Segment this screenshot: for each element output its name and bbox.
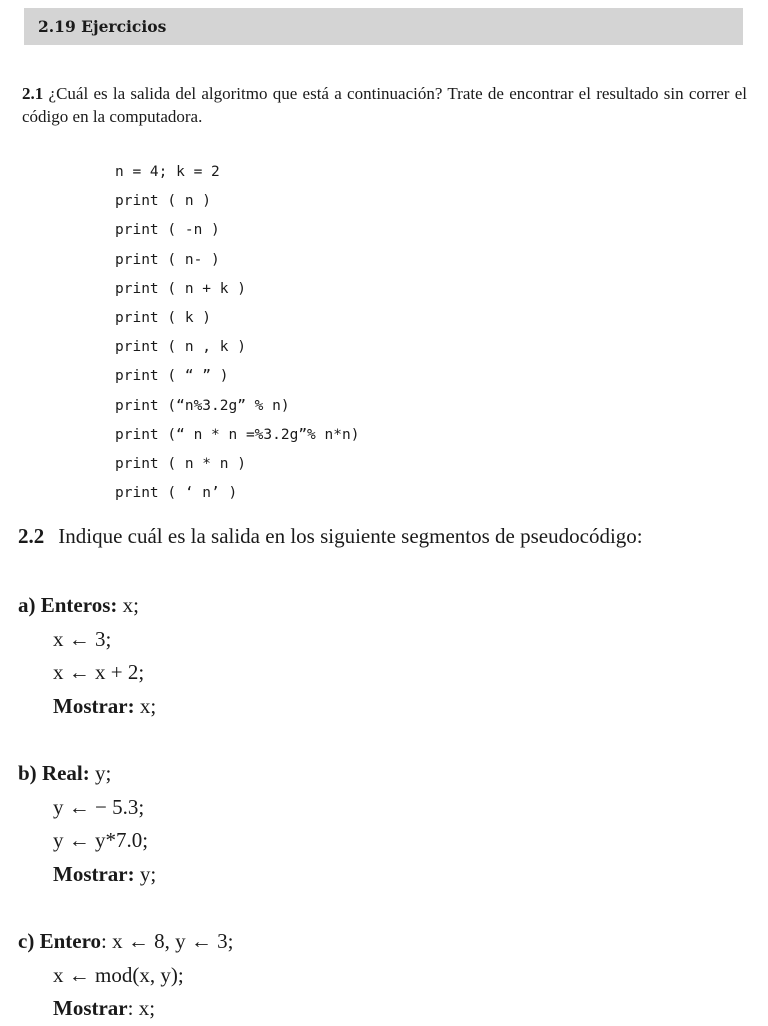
exercise-label: a) [18,593,36,617]
statement: x ← mod(x, y); [53,962,184,987]
statement: x ← 3; [53,626,112,651]
declaration-keyword: Enteros: [40,593,118,617]
code-line: print ( n ) [115,193,212,210]
question-text: Indique cuál es la salida en los siguiente segmentos de pseudocódigo: [58,524,643,548]
code-line: print ( k ) [115,309,212,326]
declaration-keyword: Real: [41,761,90,785]
question-2-2 [18,524,643,549]
exercise-label: b) [18,761,37,785]
exercise-c [18,925,233,1026]
declaration-vars: y; [89,761,112,785]
declaration-vars: : x ← 8, y ← 3; [101,929,234,953]
exercise-label: c) [18,929,35,953]
question-2-1 [22,82,747,128]
code-line: print ( n * n ) [115,455,246,472]
question-number: 2.1 [22,84,44,103]
code-line: print ( n , k ) [115,339,246,356]
declaration-keyword: Entero [39,929,102,953]
code-line: print ( n + k ) [115,280,246,297]
question-number: 2.2 [18,524,45,548]
section-header [24,8,743,45]
show-vars: x; [134,693,157,718]
declaration-vars: x; [117,593,139,617]
statement: y ← − 5.3; [53,794,145,819]
question-text: ¿Cuál es la salida del algoritmo que está a continuación? Trate de encontrar el resultado sin correr el código en la computadora. [22,84,747,126]
code-line: print ( n- ) [115,251,220,268]
code-line: n = 4; k = 2 [115,164,220,180]
code-line: print (“n%3.2g” % n) [115,397,290,414]
code-block [115,158,359,508]
show-keyword: Mostrar: [53,693,135,718]
statement: x ← x + 2; [53,660,145,684]
code-line: print (“ n * n =%3.2g”% n*n) [115,426,360,443]
code-line: print ( -n ) [115,222,220,239]
statement: y ← y*7.0; [53,828,149,852]
exercise-b [18,757,156,891]
code-line: print ( ‘ n’ ) [115,485,238,502]
exercise-a [18,589,156,723]
show-keyword: Mostrar [53,996,128,1020]
show-vars: y; [134,861,157,886]
code-line: print ( “ ” ) [115,368,229,385]
show-keyword: Mostrar: [53,861,135,886]
section-title: 2.19 Ejercicios [38,17,167,36]
show-vars: : x; [127,996,156,1020]
